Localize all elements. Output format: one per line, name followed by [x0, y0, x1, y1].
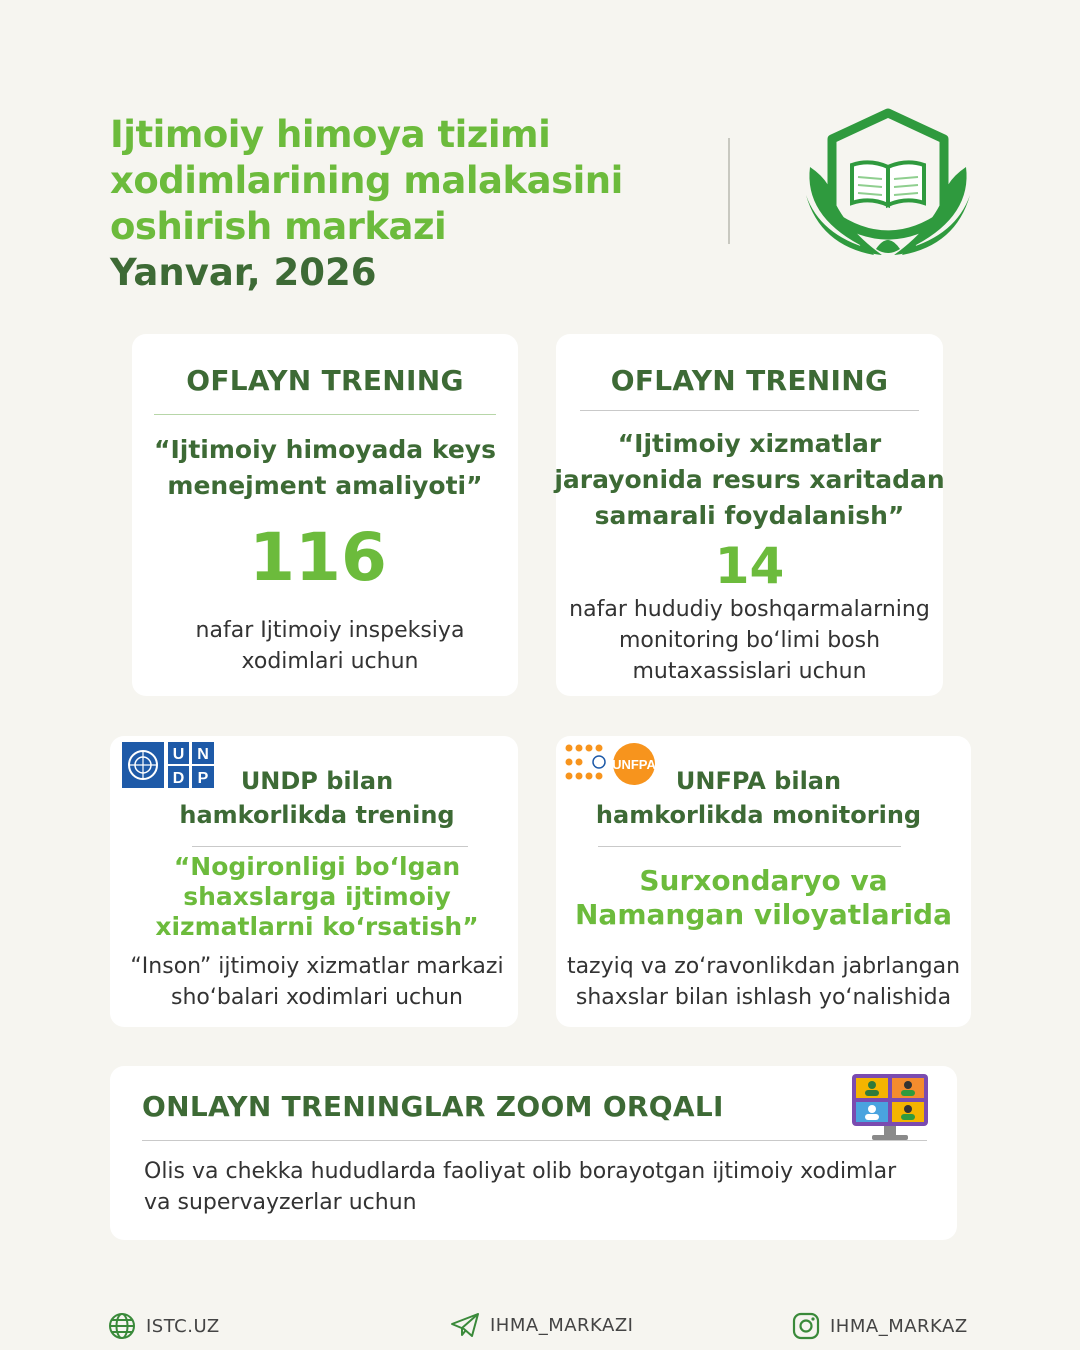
card-heading: OFLAYN TRENING [610, 364, 889, 397]
partner-heading [546, 764, 971, 832]
description-line: sho‘balari xodimlari uchun [171, 985, 463, 1010]
partner-heading [116, 764, 518, 832]
training-title-line: samarali foydalanish” [594, 501, 905, 530]
description-line: monitoring bo‘limi bosh [618, 628, 881, 653]
footer-telegram[interactable] [450, 1312, 633, 1338]
description-line: va supervayzerlar uchun [144, 1190, 417, 1215]
training-title-line: “Ijtimoiy himoyada keys [154, 435, 496, 464]
region-highlight-line: Namangan viloyatlarida [574, 898, 952, 931]
partner-heading-line: hamkorlikda monitoring [595, 801, 922, 829]
participant-count: 116 [249, 519, 387, 596]
header-title-line: Ijtimoiy himoya tizimi [110, 113, 551, 156]
region-highlight-line: Surxondaryo va [639, 864, 888, 897]
header-title-line: oshirish markazi [110, 205, 447, 248]
header-title [110, 112, 710, 250]
svg-text:D: D [172, 770, 185, 787]
instagram-icon [792, 1312, 820, 1340]
svg-text:N: N [197, 746, 209, 763]
description-line: xodimlari uchun [241, 649, 419, 674]
description-line: mutaxassislari uchun [632, 659, 867, 684]
participant-count: 14 [714, 537, 785, 595]
telegram-handle[interactable]: IHMA_MARKAZI [490, 1314, 634, 1336]
training-title-line: xizmatlarni ko‘rsatish” [155, 912, 479, 941]
description-line: Olis va chekka hududlarda faoliyat olib borayotgan ijtimoiy xodimlar [144, 1159, 897, 1184]
description-line: nafar hududiy boshqarmalarning [569, 597, 930, 622]
divider [580, 410, 919, 411]
participant-description [536, 594, 963, 687]
divider [154, 414, 496, 415]
svg-text:P: P [197, 770, 209, 787]
book-laurel-shield-logo [800, 105, 976, 265]
telegram-icon [450, 1312, 480, 1338]
training-card-resource-mapping [556, 334, 943, 696]
online-description [144, 1156, 896, 1218]
training-title [132, 432, 518, 504]
unfpa-partnership-card [556, 736, 971, 1027]
footer-website[interactable] [108, 1312, 220, 1340]
training-card-case-management [132, 334, 518, 696]
description-line: shaxslar bilan ishlash yo‘nalishida [575, 985, 952, 1010]
training-title [116, 852, 518, 942]
header-title-line: xodimlarining malakasini [110, 159, 623, 202]
divider [598, 846, 901, 847]
training-title [536, 426, 963, 534]
video-conference-monitor-icon [852, 1074, 928, 1142]
header-date: Yanvar, 2026 [110, 251, 377, 294]
region-highlight [536, 864, 991, 932]
online-training-card [110, 1066, 957, 1240]
unfpa-logo-text: UNFPA [612, 757, 656, 772]
partner-heading-line: UNDP bilan [240, 767, 394, 795]
audience-description [116, 951, 518, 1013]
training-title-line: “Ijtimoiy xizmatlar [617, 429, 882, 458]
divider [142, 1140, 927, 1141]
online-heading: ONLAYN TRENINGLAR ZOOM ORQALI [142, 1090, 724, 1123]
training-title-line: shaxslarga ijtimoiy [183, 882, 451, 911]
training-title-line: menejment amaliyoti” [167, 471, 483, 500]
participant-description [142, 615, 518, 677]
description-line: tazyiq va zo‘ravonlikdan jabrlangan [566, 954, 961, 979]
globe-icon [108, 1312, 136, 1340]
footer-instagram[interactable] [792, 1312, 968, 1340]
training-title-line: “Nogironligi bo‘lgan [173, 852, 461, 881]
partner-heading-line: hamkorlikda trening [179, 801, 455, 829]
description-line: nafar Ijtimoiy inspeksiya [195, 618, 465, 643]
header-divider [728, 138, 730, 244]
focus-description [536, 951, 991, 1013]
partner-heading-line: UNFPA bilan [675, 767, 842, 795]
instagram-handle[interactable]: IHMA_MARKAZ [830, 1315, 968, 1337]
training-title-line: jarayonida resurs xaritadan [554, 465, 945, 494]
divider [192, 846, 468, 847]
card-heading: OFLAYN TRENING [186, 364, 464, 397]
undp-partnership-card [110, 736, 518, 1027]
description-line: “Inson” ijtimoiy xizmatlar markazi [130, 954, 504, 979]
website-link[interactable]: ISTC.UZ [146, 1315, 220, 1337]
svg-text:U: U [172, 746, 185, 763]
